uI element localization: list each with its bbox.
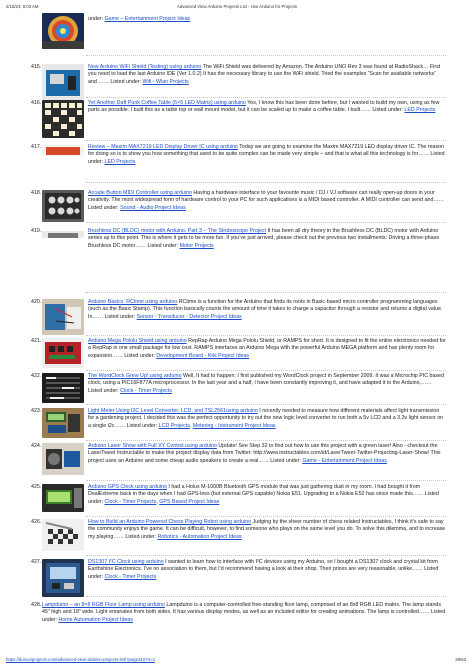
separator [86, 182, 446, 183]
bldc-motor-image [42, 231, 84, 238]
category-link[interactable]: Metering - Instrument Project Ideas [192, 422, 276, 429]
light-meter-image [42, 408, 84, 438]
entry-thumbnail[interactable] [42, 484, 84, 512]
entry-thumbnail[interactable] [42, 228, 84, 238]
category-link[interactable]: GPS Based Project Ideas [159, 498, 220, 505]
separator [86, 480, 446, 481]
entry-text: How to Build an Arduino Powered Chess Playing Robot using arduino Judging by the sheer number of chess related Instructables, I think it’s safe to say the community enjoys the game. It can be difficult, however, to find someone who plays on the same level you do. To solve this dilemma, and to increase my playing…… Listed under: Robotics - Automation Project Ideas [88, 519, 446, 540]
category-link[interactable]: Game – Entertainment Project Ideas [104, 16, 191, 22]
project-title-link[interactable]: Arduino GPS Clock using arduino [88, 484, 167, 490]
project-title-link[interactable]: Review – Maxim MAX7219 LED Display Driver IC using arduino [88, 144, 238, 150]
entry-thumbnail[interactable] [42, 559, 84, 597]
separator [86, 335, 446, 336]
entry-number: 421. [31, 338, 42, 344]
project-title-link[interactable]: The WordClock Grew Up! using arduino [88, 373, 182, 379]
category-link[interactable]: Development Board - Kits Project Ideas [156, 352, 250, 359]
category-link[interactable]: Clock - Timer Projects [104, 573, 157, 580]
category-link[interactable]: Sensor - Transducer - Detector Project Ideas [136, 313, 242, 320]
entry-thumbnail[interactable] [42, 64, 84, 102]
arcade-button-controller-image [42, 190, 84, 222]
project-title-link[interactable]: Arduino Laser Show with Full XY Control using arduino [88, 443, 217, 449]
page-title: Advanced View Arduino Projects List - Use Arduino for Projects [176, 4, 298, 9]
separator [86, 97, 446, 98]
category-link[interactable]: Clock - Timer Projects [104, 498, 157, 505]
project-title-link[interactable]: Brushless DC (BLDC) motor with Arduino. Part 3 – The Stroboscope Project [88, 228, 267, 234]
wordclock-image [42, 373, 84, 403]
laser-show-image [42, 443, 84, 475]
project-title-link[interactable]: New Arduino WiFi Shield (Testing) using arduino [88, 64, 202, 70]
rctime-breadboard-image [42, 299, 84, 335]
chess-robot-image [42, 519, 84, 551]
project-title-link[interactable]: Yet Another Daft Punk Coffee Table (5×5 LED Matrix) using arduino [88, 100, 246, 106]
separator [86, 55, 446, 56]
entry-thumbnail[interactable] [42, 408, 84, 438]
wifi-shield-image [42, 64, 84, 102]
entry-thumbnail[interactable] [42, 100, 84, 138]
entry-number: 419. [31, 228, 42, 234]
entry-number: 416. [31, 100, 42, 106]
separator [86, 404, 446, 405]
page-footer [0, 657, 474, 666]
entry-text: The WordClock Grew Up! using arduino Well, It had to happen. I first published my WordClock project in September 2009. It was a Microchip PIC based clock, using a PIC16F877A microprocessor. In the last year and a half, I have been constantly improving it, and have adapted it to the Arduino,…… Listed under: Clock - Timer Projects [88, 373, 444, 394]
entry-thumbnail[interactable] [42, 338, 84, 368]
entry-number: 417. [31, 144, 42, 150]
page-number: 29/63 [455, 657, 466, 662]
entry-number: 424. [31, 443, 42, 449]
category-link[interactable]: Wifi - Wlan Projects [142, 78, 189, 85]
project-title-link[interactable]: Arduino Mega Pololu Shield using arduino [88, 338, 187, 344]
separator [86, 140, 446, 141]
arcade-cabinet-image [42, 13, 84, 49]
entry-thumbnail[interactable] [42, 299, 84, 335]
project-title-link[interactable]: Arduino Basics: RCtime using arduino [88, 299, 178, 305]
category-link[interactable]: Robotics - Automation Project Ideas [157, 533, 242, 540]
project-title-link[interactable]: Light Meter Using I2C Level Converter, LCD, and TSL2561using arduino [88, 408, 258, 414]
project-title-link[interactable]: Arcade Button MIDI Controller using arduino [88, 190, 192, 196]
entry-number: 428. [31, 602, 42, 608]
entry-text: Lampduino – an 8×8 RGB Floor Lamp using arduino Lampduino is a computer-controlled free-standing floor lamp, comprised of an 8x8 RGB LED matrix. The lamp stands 45″ high and 18″ wide. Light emanates from both sides. It has various display modes, as well as an included editor for creating animations. The lamp is controlled…… Listed under: Home Automation Project Ideas [42, 602, 446, 623]
project-title-link[interactable]: DS1307 I²C Clock using arduino [88, 559, 164, 565]
category-link[interactable]: Sound - Audio Project Ideas [120, 204, 186, 211]
entry-text: Arduino GPS Clock using arduino I had a Holux M-1000B Bluetooth GPS module that was just gathering dust in my room. I had bought it from DealExtreme back in the days when I had GPS-less (but external GPS capable) Nokia E51. Upgrading to a Nokia E52 has since made this…… Listed under: Clock - Timer Projects, GPS Based Project Ideas [88, 484, 439, 505]
separator [86, 222, 446, 223]
entry-text: under: Game – Entertainment Project Ideas [88, 16, 191, 22]
separator [86, 555, 446, 556]
ramps-shield-image [42, 338, 84, 368]
entry-thumbnail[interactable] [42, 190, 84, 222]
entry-text: Arduino Laser Show with Full XY Control using arduino Update! See Step 32 to find out how to use this project with a green laser! Also - checkout the LaserTweet Instructable to make this project display data from Twitter: http://www.instructables.com/id/LaserTweet-Twitter-Projecting-Laser-Show/ This project uses an Arduino and some cheap audio speakers to create a real…… Listed under: Game - Entertainment Project Ideas [88, 443, 441, 464]
entry-text: Yet Another Daft Punk Coffee Table (5×5 LED Matrix) using arduino Yes, I know this has been done before, but I wanted to build my own, using as few parts as possible. I built this as a table top or wall mount model, but it can be scaled up to make a coffee table. I built…… Listed under: LED Projects [88, 100, 440, 114]
max7219-image [42, 145, 84, 156]
project-title-link[interactable]: How to Build an Arduino Powered Chess Playing Robot using arduino [88, 519, 252, 525]
category-link[interactable]: Motor Projects [179, 242, 214, 249]
project-title-link[interactable]: Lampduino – an 8×8 RGB Floor Lamp using arduino [42, 602, 165, 608]
separator [86, 440, 446, 441]
entry-text: Arcade Button MIDI Controller using arduino Having a hardware interface to your favourite music / DJ / VJ software can really open-up doors in your creativity. The most widespread form of hardware control to your PC for such applications is a MIDI based controller. A MIDI controller can send and…… Listed under: Sound - Audio Project Ideas [88, 190, 445, 211]
category-link[interactable]: Game - Entertainment Project Ideas [302, 457, 387, 464]
separator [86, 292, 446, 293]
category-link[interactable]: LED Projects [104, 158, 136, 165]
entry-number: 418. [31, 190, 42, 196]
entry-text: Light Meter Using I2C Level Converter, LCD, and TSL2561using arduino I recently needed to measure how different materials affect light transmission for a gardening project. I decided this was the perfect opportunity to try out the new logic level converter to run both a 5v LCD and a 3.3v light sensor on a single i2c…… Listed under: LCD Projects, Metering - Instrument Project Ideas [88, 408, 444, 429]
entry-text: Brushless DC (BLDC) motor with Arduino. Part 3 – The Stroboscope Project It has been all dry theory in the Brushless DC (BLDC) motor with Arduino series up to this point. This is where it gets to be more fun. If you’ve just arrived, please check out the previous two installments: Driving a three-phase Brushless DC motor…… Listed under: Motor Projects [88, 228, 440, 249]
category-link[interactable]: LCD Projects [158, 422, 190, 429]
entry-text: Review – Maxim MAX7219 LED Display Driver IC using arduino Today we are going to examine the Maxim MAX7219 LED display driver IC. The reason for doing so is to show you how something that used to be quite complex can be made very simple – and that is what all this technology is for…… Listed under: LED Projects [88, 144, 445, 165]
page-url[interactable]: https://duino4projects.com/advanced-view-arduino-projects-list/?page31074=4 [6, 657, 155, 662]
led-matrix-table-image [42, 100, 84, 138]
category-link[interactable]: Home Automation Project Ideas [58, 616, 133, 623]
entry-number: 426. [31, 519, 42, 525]
entry-text: Arduino Mega Pololu Shield using arduino RepRap Arduino Mega Pololu Shield, or RAMPS for short. It is designed to fit the entire electronics needed for a RepRap in one small package for low cost. RAMPS interfaces an Arduino Mega with the powerful Arduino MEGA platform and has plenty room for expansion…… Listed under: Development Board - Kits Project Ideas [88, 338, 446, 359]
entry-number: 415. [31, 64, 42, 70]
entry-thumbnail[interactable] [42, 144, 84, 156]
entry-text: Arduino Basics: RCtime using arduino RCtime is a function for the Arduino that finds its roots in Basic-based micro controller programming languages (such as the Basic Stamp). This function basically counts the amount of time it takes to charge a capacitor through a resistor and returns a digital value. In…… Listed under: Sensor - Transducer - Detector Project Ideas [88, 299, 443, 320]
entry-thumbnail[interactable] [42, 373, 84, 403]
print-datetime: 2/18/23, 9:03 AM [6, 4, 39, 9]
entry-thumbnail[interactable] [42, 13, 84, 49]
entry-number: 420. [31, 299, 42, 305]
separator [86, 516, 446, 517]
entry-thumbnail[interactable] [42, 443, 84, 475]
separator [86, 370, 446, 371]
entry-number: 423. [31, 408, 42, 414]
entry-number: 427. [31, 559, 42, 565]
entry-number: 422. [31, 373, 42, 379]
category-link[interactable]: LED Projects [404, 107, 436, 114]
ds1307-clock-image [42, 559, 84, 597]
entry-text: DS1307 I²C Clock using arduino I wanted to learn how to interface with I²C devices using my Arduino, so I bought a DS1307 clock and crystal kit from Earthshine Electronics. I’ve no association to them, but I’d recommend having a look at their shop. Their prices are very reasonable, unlike…… Listed under: Clock - Timer Projects [88, 559, 439, 580]
separator [86, 596, 446, 597]
category-link[interactable]: Clock - Timer Projects [120, 387, 172, 394]
page-header [0, 4, 474, 13]
entry-text: New Arduino WiFi Shield (Testing) using arduino The WiFi Shield was delivered by Amazon. The Arduino UNO Rev 3 was found at RadioShack… First you need to load the last Arduino IDE (Ver 1.0.2) It has the necessary library to use the WiFi shield. Tried the examples “Scan for available networks” and …… Listed under: Wifi - Wlan Projects [88, 64, 441, 85]
gps-clock-image [42, 484, 84, 512]
entry-thumbnail[interactable] [42, 519, 84, 551]
entry-number: 425. [31, 484, 42, 490]
